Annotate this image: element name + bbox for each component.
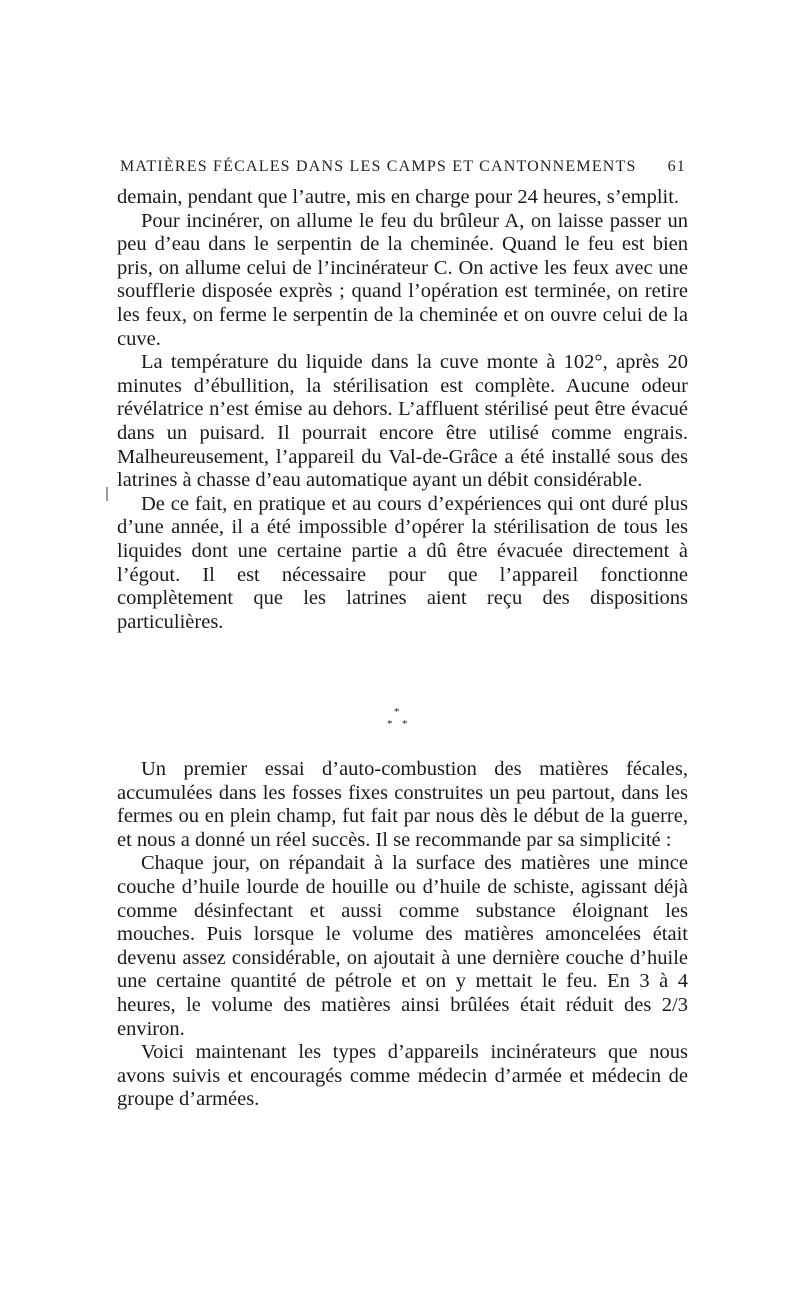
asterisk-mark: * [387,718,393,730]
asterisk-mark: * [394,706,400,718]
paragraph-practical-results: De ce fait, en pratique et au cours d’expériences qui ont duré plus d’une année, il a été impossible d’opérer la stérilisation de tous les liquides dont une certaine partie a dû être évacuée directement à l’égout. Il est nécessaire pour que l’appareil fonctionne complètement que les latrines aient reçu des dispositions particulières. [117,492,688,633]
paragraph-continued: demain, pendant que l’autre, mis en charge pour 24 heures, s’emplit. [117,186,680,208]
running-title: MATIÈRES FÉCALES DANS LES CAMPS ET CANTONNEMENTS [120,158,637,175]
page-number: 61 [667,158,686,175]
paragraph-incinerator-types: Voici maintenant les types d’appareils incinérateurs que nous avons suivis et encouragés comme médecin d’armée et médecin de groupe d’armées. [117,1041,688,1111]
paragraph-incineration-procedure: Pour incinérer, on allume le feu du brûleur A, on laisse passer un peu d’eau dans le serpentin de la cheminée. Quand le feu est bien pris, on allume celui de l’incinérateur C. On active les feux avec une soufflerie disposée exprès ; quand l’opération est terminée, on retire les feux, on ferme le serpentin de la cheminée et on ouvre celui de la cuve. [117,209,688,350]
paragraph-daily-procedure: Chaque jour, on répandait à la surface des matières une mince couche d’huile lourde de houille ou d’huile de schiste, agissant déjà comme désinfectant et aussi comme substance éloignant les mouches. Puis lorsque le volume des matières amoncelées était devenu assez considérable, on ajoutait à une dernière couche d’huile une certaine quantité de pétrole et on y mettait le feu. En 3 à 4 heures, le volume des matières ainsi brûlées était réduit des 2/3 environ. [117,852,688,1040]
paragraph-auto-combustion: Un premier essai d’auto-combustion des matières fécales, accumulées dans les fosses fixes construites un peu partout, dans les fermes ou en plein champ, fut fait par nous dès le début de la guerre, et nous a donné un réel succès. Il se recommande par sa simplicité : [117,758,688,851]
text-block-upper [117,186,688,634]
asterisk-mark: * [402,718,408,730]
asterism-separator [380,706,420,740]
text-block-lower [117,758,688,1112]
running-header [120,158,686,176]
paragraph-sterilisation: La température du liquide dans la cuve monte à 102°, après 20 minutes d’ébullition, la stérilisation est complète. Aucune odeur révélatrice n’est émise au dehors. L’affluent stérilisé peut être évacué dans un puisard. Il pourrait encore être utilisé comme engrais. Malheureusement, l’appareil du Val-de-Grâce a été installé sous des latrines à chasse d’eau automatique ayant un débit considérable. [117,351,688,492]
margin-mark [106,487,108,501]
